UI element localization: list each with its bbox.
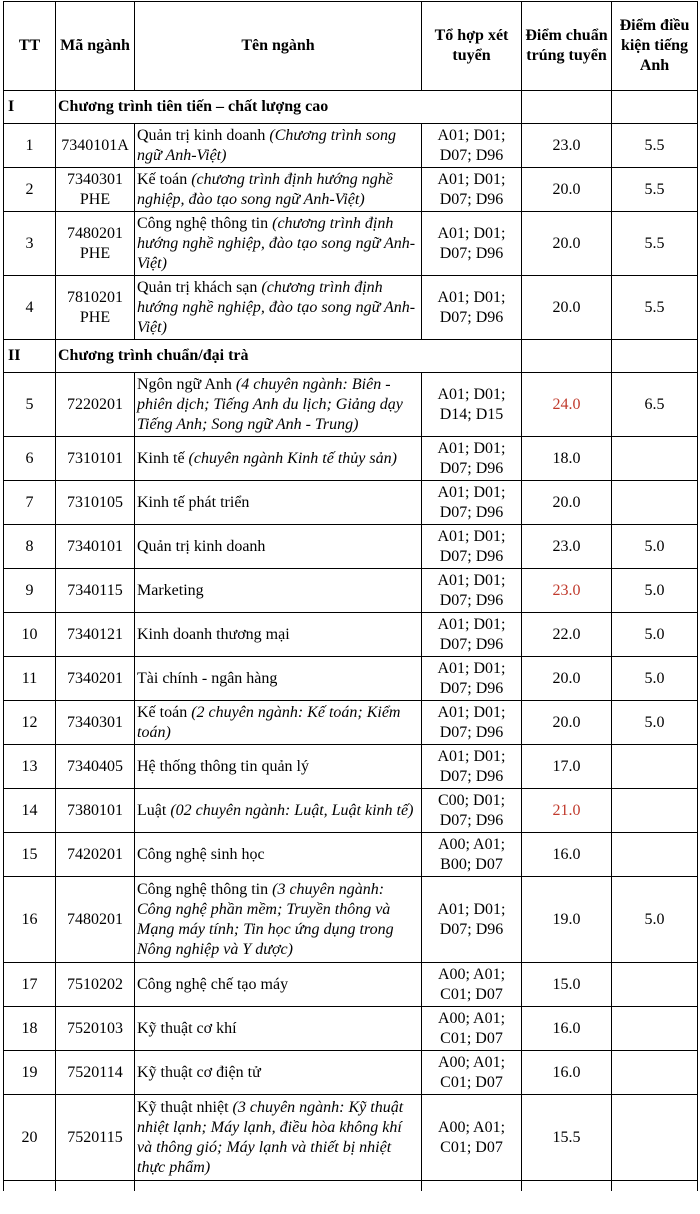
row-score: 16.0 — [522, 1007, 612, 1051]
table-row — [4, 1007, 698, 1051]
row-score: 20.0 — [522, 276, 612, 340]
row-name-text: Kế toán — [137, 170, 192, 188]
row-tt: 10 — [4, 613, 56, 657]
row-code: 7340405 — [56, 745, 135, 789]
row-combo: A01; D01; D07; D96 — [422, 569, 522, 613]
row-score: 22.0 — [522, 613, 612, 657]
row-english — [612, 789, 698, 833]
row-tt: 2 — [4, 168, 56, 212]
row-english: 5.0 — [612, 569, 698, 613]
row-score: 17.0 — [522, 745, 612, 789]
row-tt: 9 — [4, 569, 56, 613]
row-code: 7340101 — [56, 525, 135, 569]
row-english — [612, 1007, 698, 1051]
header-tt: TT — [4, 2, 56, 91]
row-combo: A01; D01; D07; D96 — [422, 437, 522, 481]
header-row — [4, 2, 698, 91]
row-tt: 19 — [4, 1051, 56, 1095]
row-combo: A00; A01; B00; D07 — [422, 833, 522, 877]
row-combo: C00; D01; D07; D96 — [422, 789, 522, 833]
table-row — [4, 481, 698, 525]
table-row — [4, 701, 698, 745]
row-tt: 5 — [4, 373, 56, 437]
row-name — [135, 789, 422, 833]
row-combo: A01; D01; D07; D96 — [422, 212, 522, 276]
row-name-note: (Chương trình song ngữ Anh-Việt) — [137, 126, 397, 164]
empty-cell — [56, 1181, 135, 1192]
row-score: 20.0 — [522, 701, 612, 745]
row-name — [135, 569, 422, 613]
table-row — [4, 525, 698, 569]
section-title: Chương trình chuẩn/đại trà — [56, 340, 522, 373]
row-tt: 4 — [4, 276, 56, 340]
row-name — [135, 701, 422, 745]
row-score: 23.0 — [522, 569, 612, 613]
empty-cell — [612, 91, 698, 124]
row-name — [135, 373, 422, 437]
table-row — [4, 613, 698, 657]
row-combo: A01; D01; D07; D96 — [422, 481, 522, 525]
table-row — [4, 963, 698, 1007]
section-number: II — [4, 340, 56, 373]
section-row — [4, 340, 698, 373]
row-code: 7340201 — [56, 657, 135, 701]
row-name — [135, 963, 422, 1007]
row-combo: A01; D01; D07; D96 — [422, 657, 522, 701]
row-name-text: Công nghệ sinh học — [137, 845, 265, 863]
section-row — [4, 91, 698, 124]
row-tt: 16 — [4, 877, 56, 963]
empty-cell — [135, 1181, 422, 1192]
row-name-text: Công nghệ chế tạo máy — [137, 975, 289, 993]
row-code: 7810201 PHE — [56, 276, 135, 340]
empty-cell — [612, 1181, 698, 1192]
header-diem-chuan: Điểm chuẩn trúng tuyển — [522, 2, 612, 91]
row-score: 15.0 — [522, 963, 612, 1007]
row-english: 5.5 — [612, 212, 698, 276]
row-tt: 6 — [4, 437, 56, 481]
table-row — [4, 833, 698, 877]
table-row-cut — [4, 1181, 698, 1192]
row-code: 7420201 — [56, 833, 135, 877]
row-combo: A01; D01; D07; D96 — [422, 745, 522, 789]
row-name-text: Kỹ thuật cơ điện tử — [137, 1063, 261, 1081]
row-english: 5.0 — [612, 877, 698, 963]
row-score: 20.0 — [522, 481, 612, 525]
row-combo: A01; D01; D07; D96 — [422, 877, 522, 963]
row-name-text: Marketing — [137, 581, 204, 599]
row-name-note: (02 chuyên ngành: Luật, Luật kinh tế) — [170, 801, 414, 819]
row-name — [135, 1051, 422, 1095]
row-score: 16.0 — [522, 833, 612, 877]
row-code: 7520114 — [56, 1051, 135, 1095]
row-name-note: (chương trình định hướng nghề nghiệp, đào tạo song ngữ Anh-Việt) — [137, 278, 416, 336]
row-english — [612, 481, 698, 525]
row-combo: A01; D01; D07; D96 — [422, 613, 522, 657]
row-score: 23.0 — [522, 124, 612, 168]
row-combo: A00; A01; C01; D07 — [422, 1051, 522, 1095]
table-row — [4, 212, 698, 276]
row-code: 7340301 — [56, 701, 135, 745]
row-combo: A00; A01; C01; D07 — [422, 1095, 522, 1181]
row-code: 7310105 — [56, 481, 135, 525]
row-english: 5.0 — [612, 701, 698, 745]
row-english: 5.0 — [612, 525, 698, 569]
row-score: 24.0 — [522, 373, 612, 437]
row-name — [135, 745, 422, 789]
row-name-note: (chuyên ngành Kinh tế thủy sản) — [188, 449, 397, 467]
row-english — [612, 963, 698, 1007]
table-row — [4, 124, 698, 168]
row-name-text: Quản trị kinh doanh — [137, 126, 270, 144]
row-name — [135, 1007, 422, 1051]
table-row — [4, 745, 698, 789]
header-ten-nganh: Tên ngành — [135, 2, 422, 91]
row-tt: 11 — [4, 657, 56, 701]
row-english: 5.5 — [612, 168, 698, 212]
row-english — [612, 1051, 698, 1095]
table-row — [4, 657, 698, 701]
row-combo: A00; A01; C01; D07 — [422, 963, 522, 1007]
row-english: 5.5 — [612, 124, 698, 168]
row-english: 5.5 — [612, 276, 698, 340]
header-ma-nganh: Mã ngành — [56, 2, 135, 91]
table-row — [4, 569, 698, 613]
admission-scores-table — [3, 1, 698, 1191]
row-name-text: Kinh tế — [137, 449, 189, 467]
row-name — [135, 276, 422, 340]
row-tt: 3 — [4, 212, 56, 276]
row-tt: 14 — [4, 789, 56, 833]
row-name — [135, 124, 422, 168]
table-row — [4, 276, 698, 340]
table-row — [4, 1051, 698, 1095]
row-code: 7220201 — [56, 373, 135, 437]
row-combo: A01; D01; D07; D96 — [422, 168, 522, 212]
row-english — [612, 437, 698, 481]
row-tt: 20 — [4, 1095, 56, 1181]
row-name-note: (3 chuyên ngành: Kỹ thuật nhiệt lạnh; Máy lạnh, điều hòa không khí và thông gió; Máy lạnh và thiết bị nhiệt thực phẩm) — [137, 1098, 404, 1176]
row-name-note: (4 chuyên ngành: Biên - phiên dịch; Tiếng Anh du lịch; Giảng dạy Tiếng Anh; Song ngữ Anh - Trung) — [137, 375, 403, 433]
row-name-text: Quản trị kinh doanh — [137, 537, 266, 555]
row-name — [135, 525, 422, 569]
empty-cell — [4, 1181, 56, 1192]
row-name-text: Tài chính - ngân hàng — [137, 669, 278, 687]
row-english: 6.5 — [612, 373, 698, 437]
empty-cell — [612, 340, 698, 373]
row-code: 7340101A — [56, 124, 135, 168]
row-name-text: Công nghệ thông tin — [137, 880, 273, 898]
table-body — [4, 91, 698, 1192]
row-name — [135, 833, 422, 877]
table-row — [4, 373, 698, 437]
row-name-text: Ngôn ngữ Anh — [137, 375, 236, 393]
row-tt: 17 — [4, 963, 56, 1007]
row-name-text: Kế toán — [137, 703, 192, 721]
row-score: 18.0 — [522, 437, 612, 481]
row-name — [135, 437, 422, 481]
empty-cell — [422, 1181, 522, 1192]
row-name-note: (2 chuyên ngành: Kế toán; Kiểm toán) — [137, 703, 401, 741]
row-name-text: Quản trị khách sạn — [137, 278, 262, 296]
row-combo: A01; D01; D07; D96 — [422, 124, 522, 168]
row-name-text: Công nghệ thông tin — [137, 214, 273, 232]
row-english: 5.0 — [612, 613, 698, 657]
row-combo: A01; D01; D07; D96 — [422, 276, 522, 340]
row-score: 20.0 — [522, 657, 612, 701]
section-title: Chương trình tiên tiến – chất lượng cao — [56, 91, 522, 124]
empty-cell — [522, 1181, 612, 1192]
row-score: 20.0 — [522, 168, 612, 212]
row-name-text: Hệ thống thông tin quản lý — [137, 757, 309, 775]
table-row — [4, 168, 698, 212]
row-code: 7340121 — [56, 613, 135, 657]
table-row — [4, 1095, 698, 1181]
row-score: 15.5 — [522, 1095, 612, 1181]
row-score: 19.0 — [522, 877, 612, 963]
row-tt: 7 — [4, 481, 56, 525]
row-tt: 18 — [4, 1007, 56, 1051]
row-code: 7340115 — [56, 569, 135, 613]
row-score: 23.0 — [522, 525, 612, 569]
row-tt: 12 — [4, 701, 56, 745]
row-combo: A00; A01; C01; D07 — [422, 1007, 522, 1051]
row-name-text: Kinh tế phát triển — [137, 493, 250, 511]
row-name-note: (chương trình định hướng nghề nghiệp, đào tạo song ngữ Anh-Việt) — [137, 214, 416, 272]
row-combo: A01; D01; D07; D96 — [422, 701, 522, 745]
row-score: 20.0 — [522, 212, 612, 276]
table-row — [4, 877, 698, 963]
row-name-text: Luật — [137, 801, 171, 819]
row-code: 7520103 — [56, 1007, 135, 1051]
table-row — [4, 437, 698, 481]
row-name — [135, 1095, 422, 1181]
row-combo: A01; D01; D07; D96 — [422, 525, 522, 569]
row-name-note: (chương trình định hướng nghề nghiệp, đào tạo song ngữ Anh-Việt) — [137, 170, 393, 208]
row-score: 16.0 — [522, 1051, 612, 1095]
row-code: 7340301 PHE — [56, 168, 135, 212]
row-name-text: Kỹ thuật nhiệt — [137, 1098, 233, 1116]
row-tt: 1 — [4, 124, 56, 168]
row-english — [612, 745, 698, 789]
row-tt: 15 — [4, 833, 56, 877]
header-to-hop: Tổ hợp xét tuyển — [422, 2, 522, 91]
row-name-text: Kinh doanh thương mại — [137, 625, 290, 643]
empty-cell — [522, 340, 612, 373]
row-english: 5.0 — [612, 657, 698, 701]
row-code: 7310101 — [56, 437, 135, 481]
row-code: 7510202 — [56, 963, 135, 1007]
row-code: 7480201 PHE — [56, 212, 135, 276]
row-english — [612, 1095, 698, 1181]
row-code: 7380101 — [56, 789, 135, 833]
row-name — [135, 657, 422, 701]
table-row — [4, 789, 698, 833]
row-code: 7520115 — [56, 1095, 135, 1181]
row-name — [135, 212, 422, 276]
row-tt: 8 — [4, 525, 56, 569]
row-code: 7480201 — [56, 877, 135, 963]
section-number: I — [4, 91, 56, 124]
row-score: 21.0 — [522, 789, 612, 833]
empty-cell — [522, 91, 612, 124]
row-english — [612, 833, 698, 877]
row-name — [135, 613, 422, 657]
row-name-note: (3 chuyên ngành: Công nghệ phần mềm; Truyền thông và Mạng máy tính; Tin học ứng dụng trong Nông nghiệp và Y dược) — [137, 880, 394, 958]
header-diem-tieng-anh: Điểm điều kiện tiếng Anh — [612, 2, 698, 91]
row-name — [135, 481, 422, 525]
row-name — [135, 877, 422, 963]
row-combo: A01; D01; D14; D15 — [422, 373, 522, 437]
row-tt: 13 — [4, 745, 56, 789]
row-name-text: Kỹ thuật cơ khí — [137, 1019, 237, 1037]
row-name — [135, 168, 422, 212]
